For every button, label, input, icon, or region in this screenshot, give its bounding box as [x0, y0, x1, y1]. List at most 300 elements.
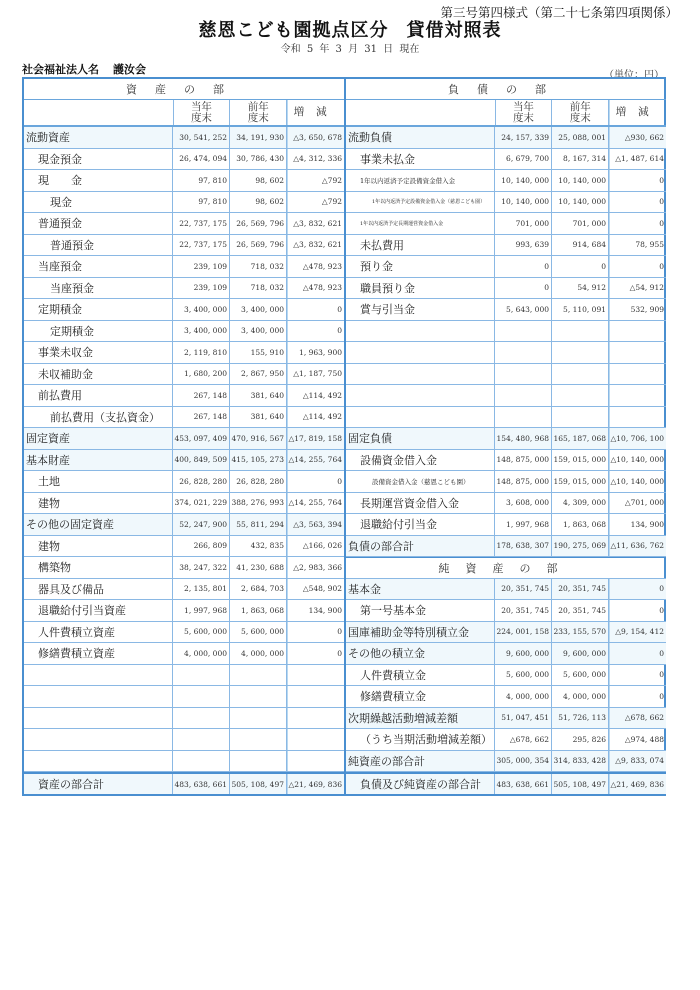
row-label: 前払費用（支払資金）	[24, 407, 173, 428]
value-current: 267, 148	[173, 407, 230, 428]
value-change: 1, 963, 900	[287, 342, 344, 363]
value-change: △548, 902	[287, 579, 344, 600]
table-row	[346, 665, 666, 687]
row-label: 国庫補助金等特別積立金	[346, 622, 495, 643]
value-change	[609, 407, 666, 428]
row-label: 預り金	[346, 256, 495, 277]
value-change: 0	[287, 299, 344, 320]
value-change: △21, 469, 836	[609, 774, 666, 794]
value-change: △478, 923	[287, 256, 344, 277]
value-change: △1, 487, 614	[609, 149, 666, 170]
row-label: 設備資金借入金	[346, 450, 495, 471]
value-current: 0	[495, 256, 552, 277]
row-label: 現金	[24, 192, 173, 213]
value-prior: 26, 828, 280	[230, 471, 287, 492]
section-label: 純資産の部	[438, 561, 574, 575]
row-label: 流動資産	[24, 127, 173, 148]
table-row	[346, 493, 666, 515]
row-label	[24, 708, 173, 729]
row-label	[346, 407, 495, 428]
table-row	[24, 536, 344, 558]
table-row	[346, 213, 666, 235]
value-current: 483, 638, 661	[173, 774, 230, 794]
table-row	[346, 192, 666, 214]
title-doc: 貸借対照表	[406, 20, 502, 41]
value-change	[609, 321, 666, 342]
table-row	[346, 708, 666, 730]
value-current: 9, 600, 000	[495, 643, 552, 664]
value-current: 97, 810	[173, 192, 230, 213]
table-row	[24, 729, 344, 751]
value-change	[287, 708, 344, 729]
table-row	[24, 321, 344, 343]
table-row	[346, 428, 666, 450]
row-label: 当座預金	[24, 278, 173, 299]
value-current: 1, 680, 200	[173, 364, 230, 385]
table-row	[346, 600, 666, 622]
value-change: △114, 492	[287, 385, 344, 406]
value-prior	[230, 751, 287, 772]
value-change: △3, 832, 621	[287, 235, 344, 256]
value-current: 22, 737, 175	[173, 213, 230, 234]
value-prior: 718, 032	[230, 256, 287, 277]
value-prior: 54, 912	[552, 278, 609, 299]
value-prior	[552, 385, 609, 406]
value-current: 5, 600, 000	[495, 665, 552, 686]
table-row	[24, 450, 344, 472]
row-label: 建物	[24, 493, 173, 514]
row-label: 退職給付引当金	[346, 514, 495, 535]
value-current: 51, 047, 451	[495, 708, 552, 729]
value-current	[495, 321, 552, 342]
value-current: 3, 400, 000	[173, 299, 230, 320]
table-row	[346, 170, 666, 192]
value-current	[173, 751, 230, 772]
value-current: 5, 600, 000	[173, 622, 230, 643]
value-current: 20, 351, 745	[495, 600, 552, 621]
row-label: 事業未収金	[24, 342, 173, 363]
row-label: 固定負債	[346, 428, 495, 449]
row-label: 現 金	[24, 170, 173, 191]
row-label: 構築物	[24, 557, 173, 578]
table-row	[24, 579, 344, 601]
table-row	[24, 428, 344, 450]
form-number: 第三号第四様式（第二十七条第四項関係）	[440, 5, 678, 20]
value-prior: 98, 602	[230, 192, 287, 213]
value-prior: 2, 684, 703	[230, 579, 287, 600]
value-prior: 5, 600, 000	[230, 622, 287, 643]
table-row	[346, 256, 666, 278]
assets-section-title: 資産の部	[24, 79, 344, 100]
col-prior: 前年 度末	[552, 100, 609, 125]
value-prior: 41, 230, 688	[230, 557, 287, 578]
row-label: 基本財産	[24, 450, 173, 471]
row-label: 1年以内返済予定長期運営資金借入金	[346, 213, 495, 234]
col-label-blank	[346, 100, 496, 125]
value-prior: 505, 108, 497	[230, 774, 287, 794]
value-change: 0	[609, 192, 666, 213]
table-row	[346, 751, 666, 773]
value-prior: 5, 600, 000	[552, 665, 609, 686]
value-change: 0	[609, 579, 666, 600]
value-change: △4, 312, 336	[287, 149, 344, 170]
value-prior: 718, 032	[230, 278, 287, 299]
row-label: 事業未払金	[346, 149, 495, 170]
value-change: △930, 662	[609, 127, 666, 148]
value-prior: 1, 863, 068	[230, 600, 287, 621]
value-prior	[552, 342, 609, 363]
table-row	[346, 364, 666, 386]
value-prior: 5, 110, 091	[552, 299, 609, 320]
value-change: 0	[609, 600, 666, 621]
table-row	[346, 235, 666, 257]
table-row	[24, 665, 344, 687]
value-current	[173, 708, 230, 729]
value-current: 2, 135, 801	[173, 579, 230, 600]
value-current: 483, 638, 661	[495, 774, 552, 794]
col-current: 当年 度末	[496, 100, 553, 125]
corp-label: 社会福祉法人名	[22, 63, 99, 76]
value-prior: 190, 275, 069	[552, 536, 609, 557]
value-current: 453, 097, 409	[173, 428, 230, 449]
value-prior: 3, 400, 000	[230, 299, 287, 320]
value-current: 30, 541, 252	[173, 127, 230, 148]
row-label: 第一号基本金	[346, 600, 495, 621]
value-current: 4, 000, 000	[173, 643, 230, 664]
row-label: 前払費用	[24, 385, 173, 406]
value-change: 0	[609, 213, 666, 234]
value-prior: 314, 833, 428	[552, 751, 609, 772]
value-prior: 26, 569, 796	[230, 235, 287, 256]
row-label: 人件費積立金	[346, 665, 495, 686]
row-label: 未収補助金	[24, 364, 173, 385]
value-prior: 159, 015, 000	[552, 471, 609, 492]
row-label: 負債の部合計	[346, 536, 495, 557]
table-row	[24, 149, 344, 171]
value-prior: 4, 309, 000	[552, 493, 609, 514]
value-change: 134, 900	[287, 600, 344, 621]
row-label: 普通預金	[24, 235, 173, 256]
row-label: 負債及び純資産の部合計	[346, 774, 495, 794]
column-header-row	[346, 100, 666, 127]
row-label	[24, 665, 173, 686]
table-row	[346, 729, 666, 751]
as-of-date: 令和 5 年 3 月 31 日 現在	[280, 44, 420, 55]
row-label: 純資産の部合計	[346, 751, 495, 772]
row-label: 器具及び備品	[24, 579, 173, 600]
value-change: △478, 923	[287, 278, 344, 299]
value-current	[495, 364, 552, 385]
value-change: △701, 000	[609, 493, 666, 514]
row-label	[24, 729, 173, 750]
value-current	[173, 729, 230, 750]
value-prior: 381, 640	[230, 407, 287, 428]
table-row	[346, 622, 666, 644]
value-current: 2, 119, 810	[173, 342, 230, 363]
value-prior	[230, 729, 287, 750]
value-change: 78, 955	[609, 235, 666, 256]
value-change: 0	[287, 471, 344, 492]
value-current: △678, 662	[495, 729, 552, 750]
value-prior: 26, 569, 796	[230, 213, 287, 234]
table-row	[346, 686, 666, 708]
value-prior	[230, 708, 287, 729]
value-current: 26, 474, 094	[173, 149, 230, 170]
value-change	[609, 342, 666, 363]
value-change: △974, 488	[609, 729, 666, 750]
value-prior: 55, 811, 294	[230, 514, 287, 535]
row-label: （うち当期活動増減差額）	[346, 729, 495, 750]
row-label: 土地	[24, 471, 173, 492]
table-row	[24, 600, 344, 622]
value-current: 52, 247, 900	[173, 514, 230, 535]
table-row	[24, 407, 344, 429]
value-change: △792	[287, 170, 344, 191]
table-row	[24, 299, 344, 321]
value-prior: 51, 726, 113	[552, 708, 609, 729]
value-prior: 388, 276, 993	[230, 493, 287, 514]
value-current: 3, 608, 000	[495, 493, 552, 514]
value-prior	[552, 364, 609, 385]
value-change: △17, 819, 158	[287, 428, 344, 449]
value-prior: 381, 640	[230, 385, 287, 406]
value-change: 0	[609, 256, 666, 277]
balance-sheet	[22, 77, 666, 796]
row-label: 賞与引当金	[346, 299, 495, 320]
value-change: △114, 492	[287, 407, 344, 428]
value-current: 267, 148	[173, 385, 230, 406]
value-change: △11, 636, 762	[609, 536, 666, 557]
table-row	[24, 170, 344, 192]
value-current: 266, 809	[173, 536, 230, 557]
row-label: 資産の部合計	[24, 774, 173, 794]
row-label: 当座預金	[24, 256, 173, 277]
value-current: 5, 643, 000	[495, 299, 552, 320]
value-change: 0	[609, 665, 666, 686]
value-current: 10, 140, 000	[495, 192, 552, 213]
table-row	[346, 579, 666, 601]
value-prior: 10, 140, 000	[552, 192, 609, 213]
row-label: 定期積金	[24, 299, 173, 320]
value-change: △9, 154, 412	[609, 622, 666, 643]
row-label: 人件費積立資産	[24, 622, 173, 643]
assets-side	[24, 79, 344, 794]
row-label: 1年以内返済予定設備資金借入金（慈恩こども園）	[346, 192, 495, 213]
value-change: 0	[287, 321, 344, 342]
value-current	[495, 385, 552, 406]
value-current: 6, 679, 700	[495, 149, 552, 170]
row-label	[346, 321, 495, 342]
corp-value: 護汝会	[113, 63, 146, 76]
table-row	[346, 643, 666, 665]
value-current: 224, 001, 158	[495, 622, 552, 643]
value-prior: 8, 167, 314	[552, 149, 609, 170]
row-label: その他の固定資産	[24, 514, 173, 535]
value-change: 0	[287, 622, 344, 643]
value-change: △3, 563, 394	[287, 514, 344, 535]
table-row	[24, 192, 344, 214]
value-current: 993, 639	[495, 235, 552, 256]
value-prior: 34, 191, 930	[230, 127, 287, 148]
row-label: 設備資金借入金（慈恩こども園）	[346, 471, 495, 492]
table-row	[24, 493, 344, 515]
table-row	[24, 127, 344, 149]
row-label: 建物	[24, 536, 173, 557]
value-prior: 914, 684	[552, 235, 609, 256]
value-change: △14, 255, 764	[287, 450, 344, 471]
value-current: 10, 140, 000	[495, 170, 552, 191]
title-facility: 慈恩こども園拠点区分	[198, 20, 389, 41]
value-current: 374, 021, 229	[173, 493, 230, 514]
page-title	[0, 16, 700, 42]
table-row	[24, 557, 344, 579]
col-prior: 前年 度末	[230, 100, 287, 125]
table-row	[24, 256, 344, 278]
value-prior	[230, 686, 287, 707]
table-row	[346, 127, 666, 149]
table-row	[24, 213, 344, 235]
table-row	[24, 772, 344, 794]
row-label: 未払費用	[346, 235, 495, 256]
value-change: △54, 912	[609, 278, 666, 299]
value-change: △678, 662	[609, 708, 666, 729]
value-prior	[230, 665, 287, 686]
value-change: △21, 469, 836	[287, 774, 344, 794]
value-current: 20, 351, 745	[495, 579, 552, 600]
value-prior: 432, 835	[230, 536, 287, 557]
value-current: 701, 000	[495, 213, 552, 234]
value-change: △9, 833, 074	[609, 751, 666, 772]
column-header-row	[24, 100, 344, 127]
value-prior: 415, 105, 273	[230, 450, 287, 471]
value-change	[609, 364, 666, 385]
value-change: 0	[609, 686, 666, 707]
value-prior: 3, 400, 000	[230, 321, 287, 342]
value-change	[287, 729, 344, 750]
value-prior: 159, 015, 000	[552, 450, 609, 471]
value-current	[495, 407, 552, 428]
value-current: 148, 875, 000	[495, 471, 552, 492]
row-label: 修繕費積立資産	[24, 643, 173, 664]
value-prior: 295, 826	[552, 729, 609, 750]
value-prior: 505, 108, 497	[552, 774, 609, 794]
table-row	[346, 407, 666, 429]
liabilities-side	[344, 79, 666, 794]
value-prior: 4, 000, 000	[230, 643, 287, 664]
value-change: 0	[609, 643, 666, 664]
table-row	[346, 278, 666, 300]
table-row	[346, 321, 666, 343]
value-current: 239, 109	[173, 278, 230, 299]
value-current: 97, 810	[173, 170, 230, 191]
value-current: 22, 737, 175	[173, 235, 230, 256]
value-prior: 701, 000	[552, 213, 609, 234]
table-row	[24, 385, 344, 407]
table-row	[24, 622, 344, 644]
value-current: 178, 638, 307	[495, 536, 552, 557]
col-change: 増減	[609, 100, 666, 125]
row-label: その他の積立金	[346, 643, 495, 664]
value-current: 305, 000, 354	[495, 751, 552, 772]
table-row	[346, 385, 666, 407]
value-change: 134, 900	[609, 514, 666, 535]
value-change	[287, 686, 344, 707]
value-change: △1, 187, 750	[287, 364, 344, 385]
row-label	[346, 385, 495, 406]
value-current: 1, 997, 968	[173, 600, 230, 621]
row-label	[24, 686, 173, 707]
table-row	[346, 299, 666, 321]
table-row	[346, 450, 666, 472]
value-current	[173, 686, 230, 707]
value-prior: 20, 351, 745	[552, 579, 609, 600]
value-prior	[552, 321, 609, 342]
value-change: 532, 909	[609, 299, 666, 320]
value-change: 0	[609, 170, 666, 191]
value-current: 24, 157, 339	[495, 127, 552, 148]
table-row	[346, 149, 666, 171]
value-prior: 98, 602	[230, 170, 287, 191]
row-label: 次期繰越活動増減差額	[346, 708, 495, 729]
row-label: 流動負債	[346, 127, 495, 148]
table-row	[24, 514, 344, 536]
value-change: △10, 140, 000	[609, 471, 666, 492]
value-change: △792	[287, 192, 344, 213]
row-label: 職員預り金	[346, 278, 495, 299]
table-row	[24, 751, 344, 773]
value-prior: 470, 916, 567	[230, 428, 287, 449]
value-prior: 165, 187, 068	[552, 428, 609, 449]
value-current: 0	[495, 278, 552, 299]
row-label: 固定資産	[24, 428, 173, 449]
table-row	[24, 342, 344, 364]
value-current: 239, 109	[173, 256, 230, 277]
value-prior: 9, 600, 000	[552, 643, 609, 664]
value-prior: 1, 863, 068	[552, 514, 609, 535]
value-change: △2, 983, 366	[287, 557, 344, 578]
value-current: 154, 480, 968	[495, 428, 552, 449]
liabilities-section-title: 負債の部	[346, 79, 666, 100]
value-prior: 20, 351, 745	[552, 600, 609, 621]
table-row	[346, 536, 666, 558]
value-change	[287, 665, 344, 686]
value-prior: 155, 910	[230, 342, 287, 363]
row-label: 1年以内返済予定設備資金借入金	[346, 170, 495, 191]
value-change	[287, 751, 344, 772]
value-change: △3, 832, 621	[287, 213, 344, 234]
row-label	[24, 751, 173, 772]
table-row	[346, 772, 666, 794]
table-row	[24, 686, 344, 708]
table-row	[24, 471, 344, 493]
table-row	[24, 235, 344, 257]
value-prior: 25, 088, 001	[552, 127, 609, 148]
value-change: 0	[287, 643, 344, 664]
row-label: 普通預金	[24, 213, 173, 234]
row-label	[346, 342, 495, 363]
table-row	[24, 643, 344, 665]
value-current: 400, 849, 509	[173, 450, 230, 471]
value-change	[609, 385, 666, 406]
value-prior: 2, 867, 950	[230, 364, 287, 385]
row-label	[346, 364, 495, 385]
value-prior: 10, 140, 000	[552, 170, 609, 191]
value-prior	[552, 407, 609, 428]
table-row	[346, 471, 666, 493]
table-row	[24, 278, 344, 300]
value-prior: 30, 786, 430	[230, 149, 287, 170]
table-row	[346, 514, 666, 536]
